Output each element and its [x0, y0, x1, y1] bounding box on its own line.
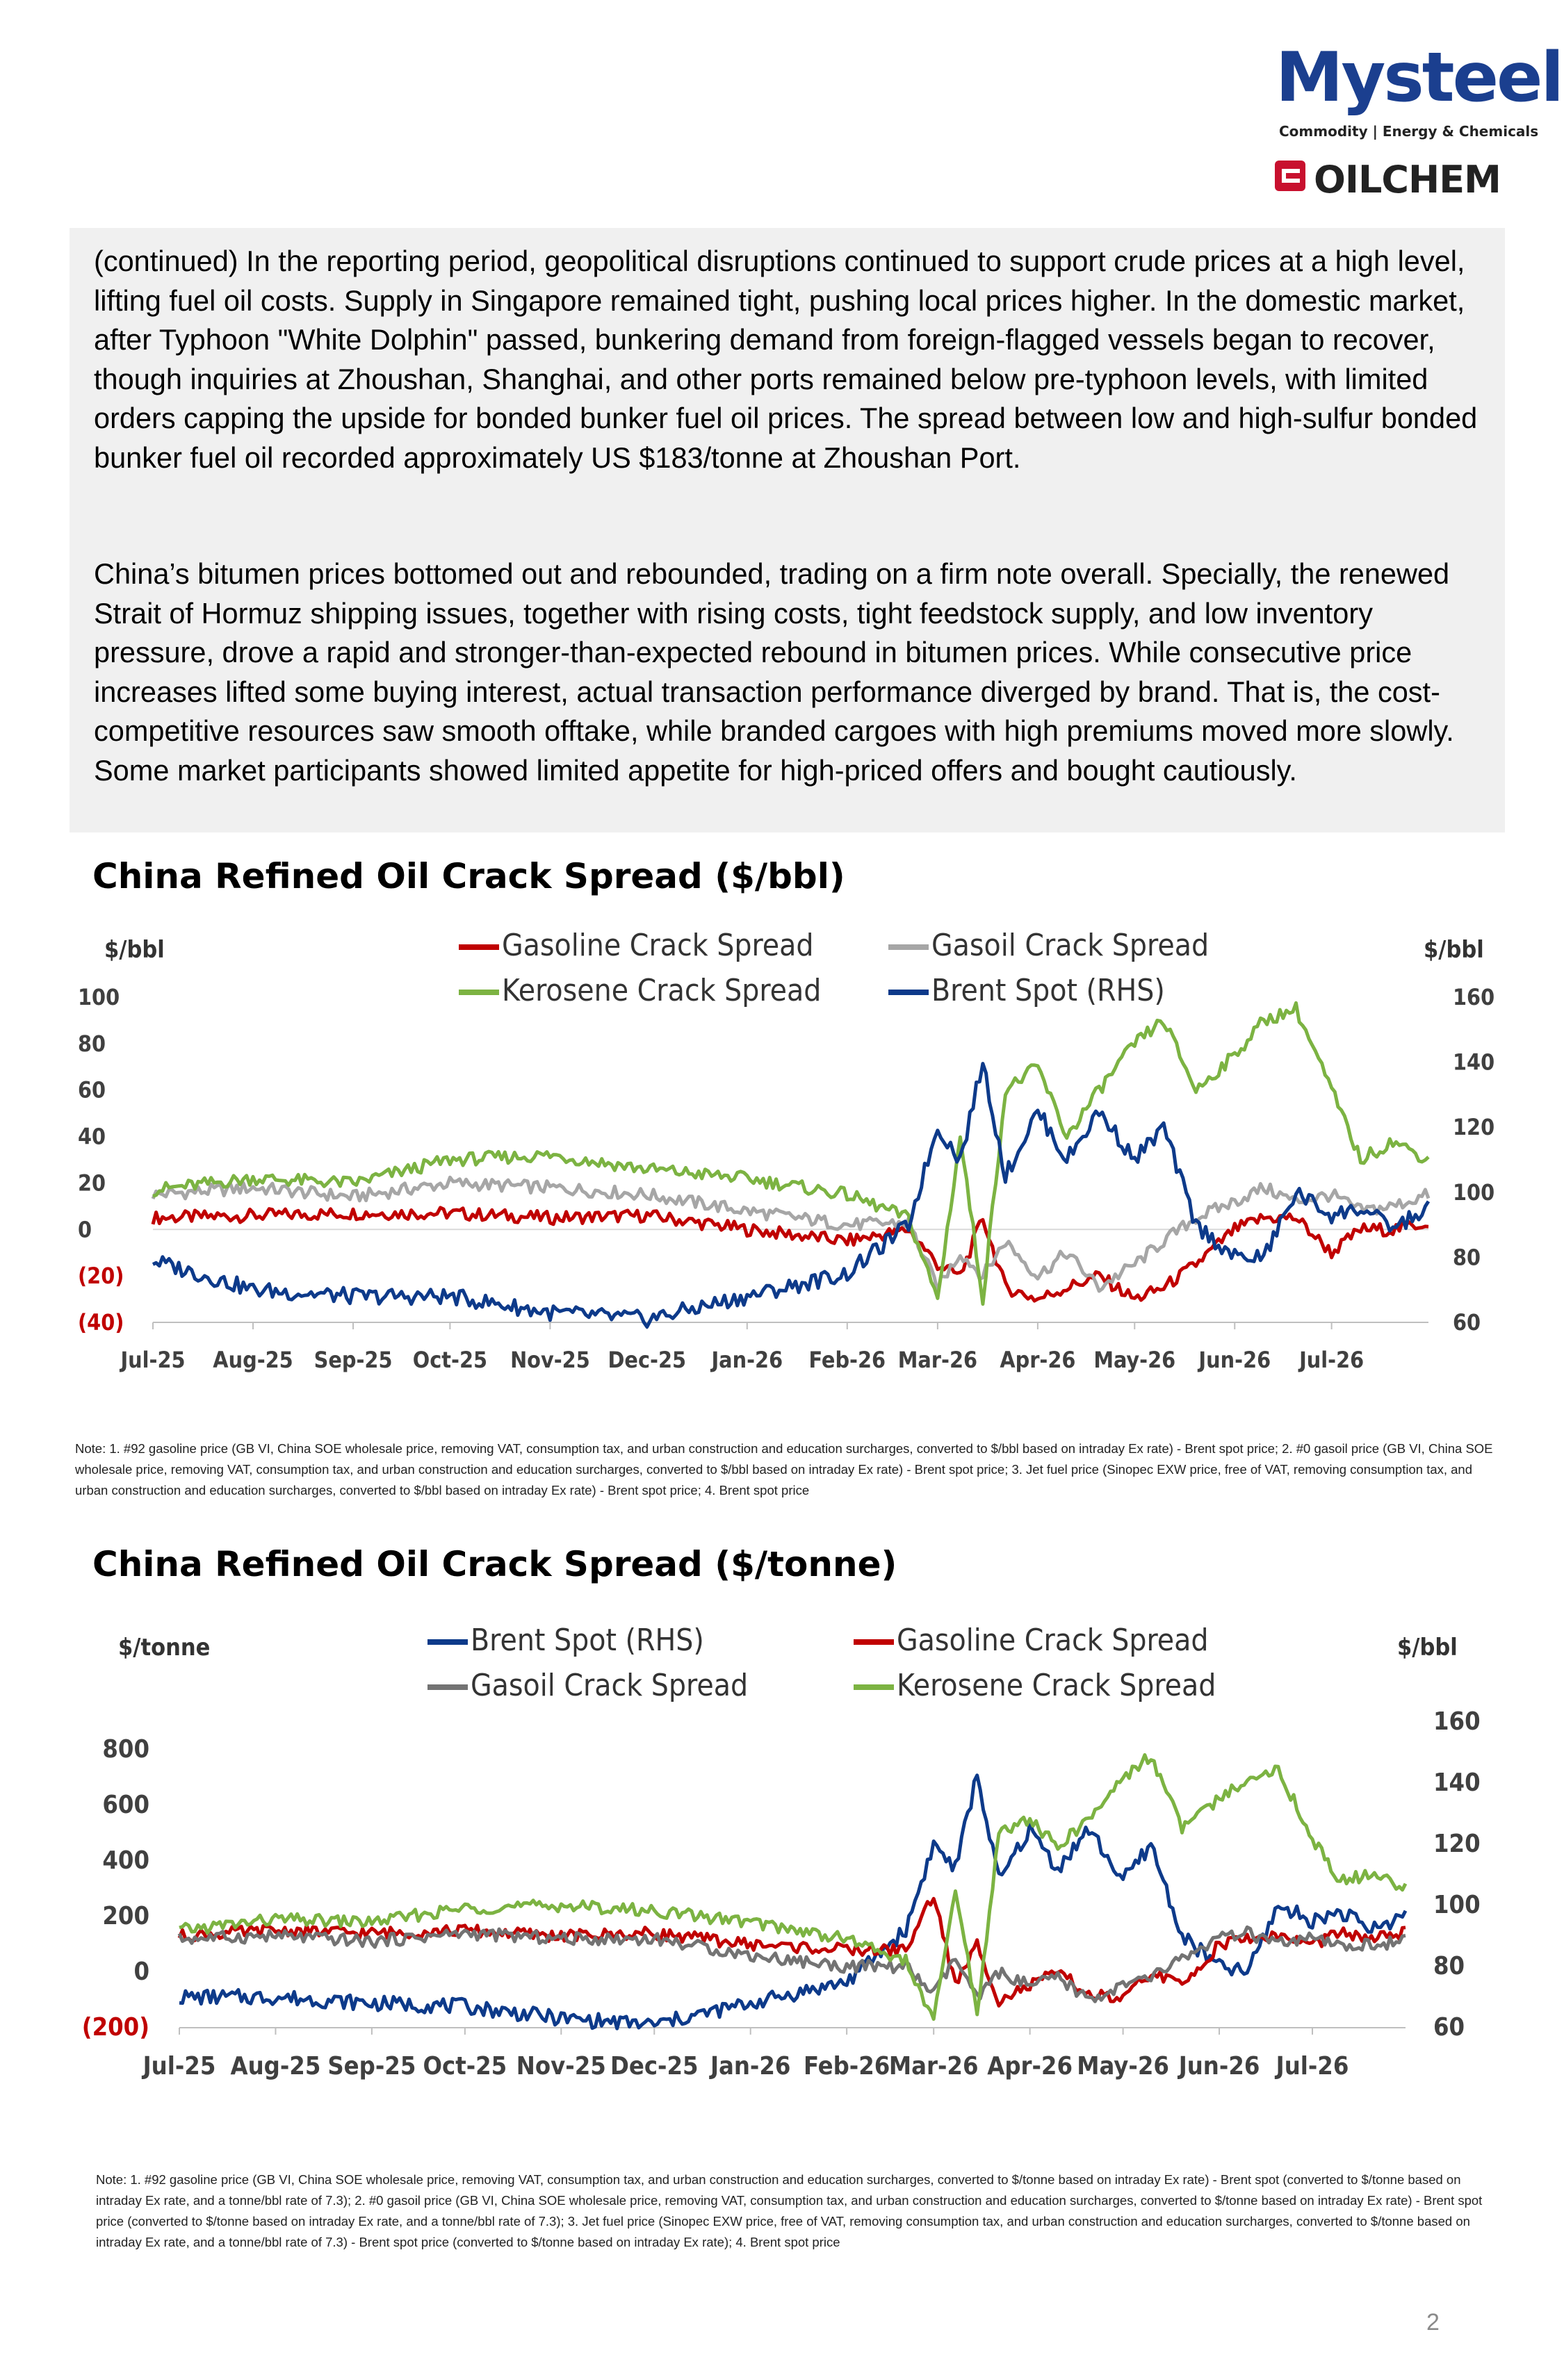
page-number: 2: [1426, 2309, 1440, 2336]
y-tick-label: (20): [78, 1263, 124, 1290]
y2-tick-label: 120: [1433, 1830, 1481, 1858]
y-tick-label: 0: [133, 1958, 149, 1986]
x-tick-label: Oct-25: [423, 2052, 507, 2081]
y-tick-label: 0: [78, 1216, 92, 1243]
y-tick-label: 200: [102, 1902, 149, 1930]
y-tick-label: 20: [78, 1170, 106, 1197]
y-tick-label: (40): [78, 1309, 124, 1336]
legend-label: Brent Spot (RHS): [471, 1623, 704, 1658]
chart-1-title: China Refined Oil Crack Spread ($/bbl): [92, 856, 845, 896]
x-tick-label: Jan-26: [710, 2052, 791, 2081]
legend-label: Kerosene Crack Spread: [897, 1668, 1216, 1703]
legend-label: Brent Spot (RHS): [931, 973, 1165, 1008]
y2-tick-label: 80: [1453, 1244, 1481, 1271]
y2-tick-label: 100: [1453, 1179, 1495, 1206]
commentary-paragraph-2: China’s bitumen prices bottomed out and rebounded, trading on a firm note overall. Specially, the renewed Strait of Hormuz shipping issues, together with rising costs, tight feedstock supply, and low inventory pressure, drove a rapid and stronger-than-expected rebound in bitumen prices. While consecutive price increases lifted some buying interest, actual transaction performance diverged by brand. That is, the cost-competitive resources saw smooth offtake, while branded cargoes with high premiums moved more slowly. Some market participants showed limited appetite for high-priced offers and bought cautiously.: [94, 557, 1454, 787]
x-tick-label: Aug-25: [213, 1347, 293, 1373]
x-tick-label: Sep-25: [313, 1347, 393, 1373]
y-tick-label: 400: [102, 1846, 149, 1875]
x-tick-label: Apr-26: [987, 2052, 1073, 2081]
x-tick-label: Jun-26: [1198, 1347, 1271, 1373]
chart-2: [0, 1612, 1564, 2085]
oilchem-wordmark: OILCHEM: [1314, 158, 1501, 202]
x-tick-label: Dec-25: [608, 1347, 687, 1373]
y-tick-label: 40: [78, 1123, 106, 1150]
y-tick-label: (200): [81, 2013, 149, 2042]
y2-tick-label: 60: [1433, 2013, 1465, 2042]
y2-tick-label: 80: [1433, 1952, 1465, 1980]
x-tick-label: Jul-25: [142, 2052, 216, 2081]
series-line: [179, 1775, 1406, 2028]
series-line: [179, 1755, 1406, 2019]
legend-label: Kerosene Crack Spread: [502, 973, 822, 1008]
mysteel-logo: Mysteel: [1276, 38, 1563, 117]
legend-label: Gasoil Crack Spread: [931, 928, 1209, 963]
y2-tick-label: 100: [1433, 1891, 1481, 1919]
x-tick-label: Apr-26: [1000, 1347, 1076, 1373]
y2-tick-label: 140: [1433, 1768, 1481, 1797]
x-tick-label: Jun-26: [1178, 2052, 1260, 2081]
chart-2-title: China Refined Oil Crack Spread ($/tonne): [92, 1544, 897, 1584]
legend-label: Gasoil Crack Spread: [471, 1668, 749, 1703]
y-tick-label: 600: [102, 1791, 149, 1819]
chart-2-note: Note: 1. #92 gasoline price (GB VI, China SOE wholesale price, removing VAT, consumption tax, and urban construction and education surcharges, converted to $/tonne based on intraday Ex rate) - Brent spot (converted to $/tonne based on intraday Ex rate, and a tonne/bbl rate of 7.3); 2. #0 gasoil price (GB VI, China SOE wholesale price, removing VAT, consumption tax, and urban construction and education surcharges, converted to $/tonne based on intraday Ex rate) - Brent spot price (converted to $/tonne based on intraday Ex rate, and a tonne/bbl rate of 7.3); 3. Jet fuel price (Sinopec EXW price, free of VAT, removing consumption tax, and urban construction and education surcharges, converted to $/tonne based on intraday Ex rate, and a tonne/bbl rate of 7.3) - Brent spot price (converted to $/tonne based on intraday Ex rate); 4. Brent spot price: [96, 2172, 1483, 2249]
y2-tick-label: 140: [1453, 1049, 1495, 1076]
series-line: [179, 1927, 1406, 2001]
series-line: [153, 1003, 1428, 1304]
commentary-paragraph-1: (continued) In the reporting period, geopolitical disruptions continued to support crude prices at a high level, lifting fuel oil costs. Supply in Singapore remained tight, pushing local prices higher. In the domestic market, after Typhoon "White Dolphin" passed, bunkering demand from foreign-flagged vessels began to recover, though inquiries at Zhoushan, Shanghai, and other ports remained below pre-typhoon levels, with limited orders capping the upside for bonded bunker fuel oil prices. The spread between low and high-sulfur bonded bunker fuel oil recorded approximately US $183/tonne at Zhoushan Port.: [94, 245, 1478, 474]
series-line: [179, 1898, 1406, 2005]
x-tick-label: May-26: [1093, 1347, 1176, 1373]
commentary-box: [70, 228, 1505, 832]
y-tick-label: 100: [78, 984, 120, 1010]
mysteel-tagline: Commodity | Energy & Chemicals: [1279, 123, 1539, 140]
x-tick-label: May-26: [1077, 2052, 1169, 2081]
legend-label: Gasoline Crack Spread: [897, 1623, 1209, 1658]
x-tick-label: Jul-26: [1276, 2052, 1349, 2081]
x-tick-label: Nov-25: [516, 2052, 606, 2081]
x-tick-label: Jul-25: [120, 1347, 186, 1373]
x-tick-label: Oct-25: [412, 1347, 488, 1373]
legend-label: Gasoline Crack Spread: [502, 928, 814, 963]
x-tick-label: Mar-26: [897, 1347, 978, 1373]
y-tick-label: 800: [102, 1735, 149, 1764]
y-tick-label: 80: [78, 1030, 106, 1057]
x-tick-label: Aug-25: [230, 2052, 321, 2081]
chart-1-note: Note: 1. #92 gasoline price (GB VI, China SOE wholesale price, removing VAT, consumption tax, and urban construction and education surcharges, converted to $/bbl based on intraday Ex rate) - Brent spot price; 2. #0 gasoil price (GB VI, China SOE wholesale price, removing VAT, consumption tax, and urban construction and education surcharges, converted to $/bbl based on intraday Ex rate) - Brent spot price; 3. Jet fuel price (Sinopec EXW price, free of VAT, removing consumption tax, and urban construction and education surcharges, converted to $/bbl based on intraday Ex rate) - Brent spot price; 4. Brent spot price: [75, 1441, 1493, 1497]
x-tick-label: Feb-26: [808, 1347, 886, 1373]
x-tick-label: Feb-26: [803, 2052, 890, 2081]
x-tick-label: Mar-26: [888, 2052, 979, 2081]
y2-tick-label: 60: [1453, 1309, 1481, 1336]
y-axis-label: $/tonne: [118, 1634, 211, 1661]
y2-axis-label: $/bbl: [1397, 1634, 1458, 1661]
oilchem-mark-icon: [1273, 158, 1310, 194]
y2-tick-label: 120: [1453, 1114, 1495, 1141]
y-axis-label: $/bbl: [104, 936, 165, 964]
y2-tick-label: 160: [1433, 1707, 1481, 1736]
x-tick-label: Dec-25: [610, 2052, 699, 2081]
x-tick-label: Jul-26: [1299, 1347, 1365, 1373]
chart-1: [0, 917, 1564, 1390]
y2-axis-label: $/bbl: [1424, 936, 1484, 964]
x-tick-label: Nov-25: [510, 1347, 590, 1373]
y-tick-label: 60: [78, 1076, 106, 1103]
y2-tick-label: 160: [1453, 984, 1495, 1010]
x-tick-label: Jan-26: [711, 1347, 783, 1373]
x-tick-label: Sep-25: [327, 2052, 416, 2081]
header-logos: [1265, 38, 1563, 205]
